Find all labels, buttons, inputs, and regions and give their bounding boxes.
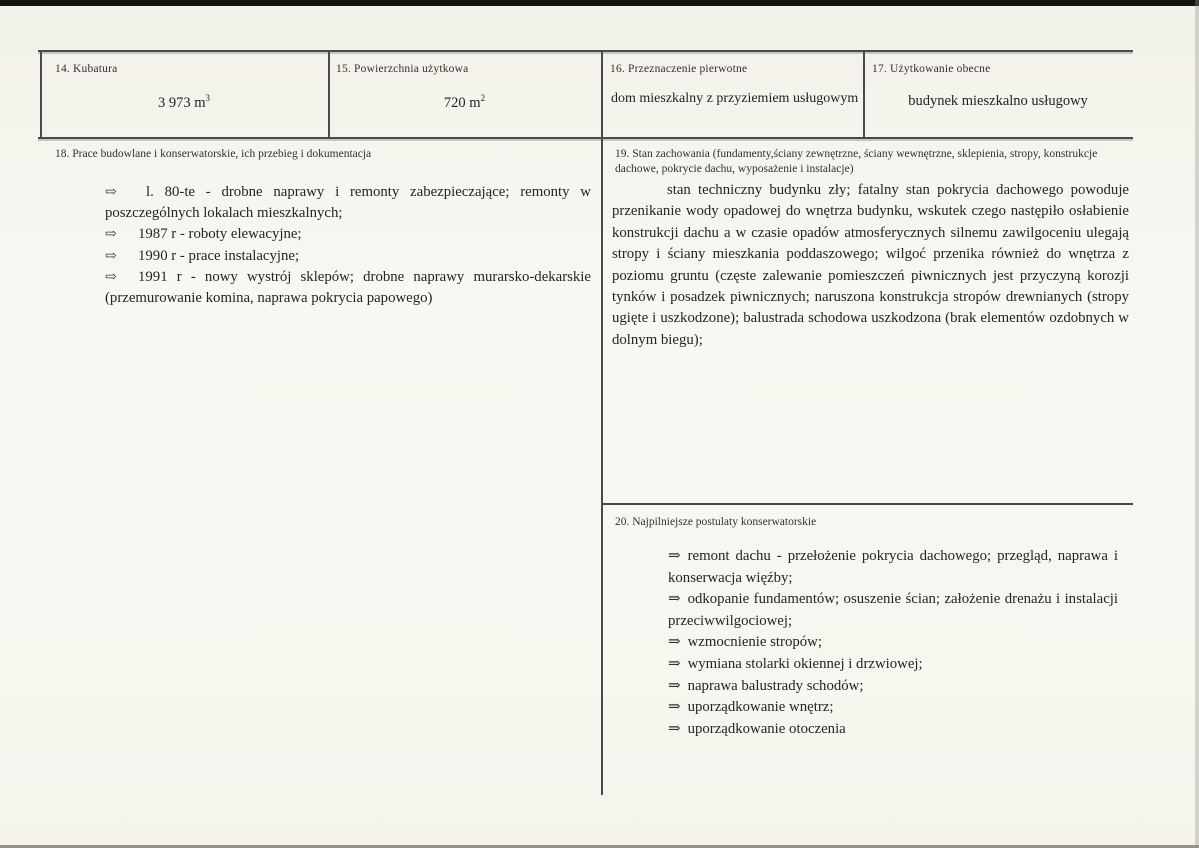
field-14-value: 3 973 $m^3$ — [157, 93, 211, 111]
postulate-item-text: uporządkowanie wnętrz; — [687, 699, 834, 716]
table-bottom-border — [38, 137, 1133, 139]
field-16-label: 16. Przeznaczenie pierwotne — [610, 63, 748, 75]
arrow-right-icon: ⇨ — [105, 248, 117, 264]
section-20-content — [668, 546, 1118, 740]
postulate-item — [668, 719, 1118, 741]
arrow-double-right-icon: ⇒ — [668, 720, 681, 737]
postulate-item-text: odkopanie fundamentów; osuszenie ścian; założenie drenażu i instalacji przeciwwilgociowej; — [668, 591, 1118, 629]
work-history-item — [105, 182, 591, 224]
postulate-item-text: remont dachu - przełożenie pokrycia dachowego; przegląd, naprawa i konserwacja więźby; — [668, 548, 1118, 586]
work-history-item-text: 1991 r - nowy wystrój sklepów; drobne naprawy murarsko-dekarskie (przemurowanie komina, naprawa pokrycia papowego) — [105, 268, 591, 307]
section-19-text: stan techniczny budynku zły; fatalny stan pokrycia dachowego powoduje przenikanie wody opadowej do wnętrza budynku, wskutek czego następiło osłabienie konstrukcji dachu a w czasie opadów atmosferycznych silnemu zawilgoceniu ulegają stropy i ściany mieszkania poddaszowego; wilgoć przenika również do wnętrza z poziomu gruntu (częste zalewanie pomieszczeń piwnicznych jest przyczyną korozji tynków i posadzek piwnicznych; naruszona konstrukcja stropów drewnianych (stropy ugięte i uszkodzone); balustrada schodowa uszkodzona (brak elementów ozdobnych w dolnym biegu); — [612, 182, 1129, 348]
work-history-item-text: l. 80-te - drobne naprawy i remonty zabezpieczające; remonty w poszczególnych lokalach mieszkalnych; — [105, 184, 591, 222]
postulate-item-text: naprawa balustrady schodów; — [687, 677, 864, 694]
arrow-double-right-icon: ⇒ — [668, 591, 681, 608]
work-history-item — [105, 246, 591, 267]
field-14-kubatura — [40, 50, 328, 137]
field-16-value: dom mieszkalny z przyziemiem usługowym — [611, 91, 859, 106]
postulate-item — [668, 697, 1118, 719]
postulate-item-text: wzmocnienie stropów; — [687, 634, 822, 651]
field-15-value: 720 $m^2$ — [443, 93, 486, 111]
section-18-label: 18. Prace budowlane i konserwatorskie, ich przebieg i dokumentacja — [55, 148, 372, 160]
postulate-item — [668, 546, 1118, 589]
field-16-przeznaczenie — [601, 50, 863, 137]
work-history-item — [105, 267, 591, 309]
field-15-powierzchnia — [328, 50, 601, 137]
scan-edge-right — [1195, 0, 1199, 848]
work-history-item-text: 1990 r - prace instalacyjne; — [138, 247, 300, 264]
work-history-item-text: 1987 r - roboty elewacyjne; — [138, 226, 302, 243]
divider-19-20 — [601, 503, 1133, 505]
postulate-item — [668, 589, 1118, 632]
postulate-item — [668, 676, 1118, 698]
arrow-right-icon: ⇨ — [105, 227, 117, 243]
arrow-double-right-icon: ⇒ — [668, 548, 681, 564]
arrow-right-icon: ⇨ — [105, 269, 117, 285]
arrow-double-right-icon: ⇒ — [668, 699, 681, 716]
arrow-double-right-icon: ⇒ — [668, 655, 681, 672]
work-history-item — [105, 224, 591, 245]
field-15-label: 15. Powierzchnia użytkowa — [336, 63, 469, 75]
arrow-double-right-icon: ⇒ — [668, 677, 681, 694]
field-17-label: 17. Użytkowanie obecne — [872, 63, 991, 75]
arrow-double-right-icon: ⇒ — [668, 634, 681, 651]
field-17-value: budynek mieszkalno usługowy — [908, 93, 1088, 109]
field-17-uzytkowanie — [863, 50, 1133, 137]
arrow-right-icon: ⇨ — [105, 185, 117, 200]
section-18-content — [105, 182, 591, 309]
section-20-label: 20. Najpilniejsze postulaty konserwatorskie — [615, 516, 817, 528]
postulate-item-text: wymiana stolarki okiennej i drzwiowej; — [687, 655, 923, 672]
postulate-item-text: uporządkowanie otoczenia — [687, 720, 846, 737]
main-column-divider — [601, 50, 603, 795]
field-14-label: 14. Kubatura — [55, 63, 118, 75]
postulate-item — [668, 654, 1118, 676]
section-19-label: 19. Stan zachowania (fundamenty,ściany zewnętrzne, ściany wewnętrzne, sklepienia, stropy, konstrukcje dachowe, pokrycie dachu, wyposażenie i instalacje) — [615, 148, 1098, 175]
postulate-item — [668, 632, 1118, 654]
scan-edge-top — [0, 0, 1199, 6]
